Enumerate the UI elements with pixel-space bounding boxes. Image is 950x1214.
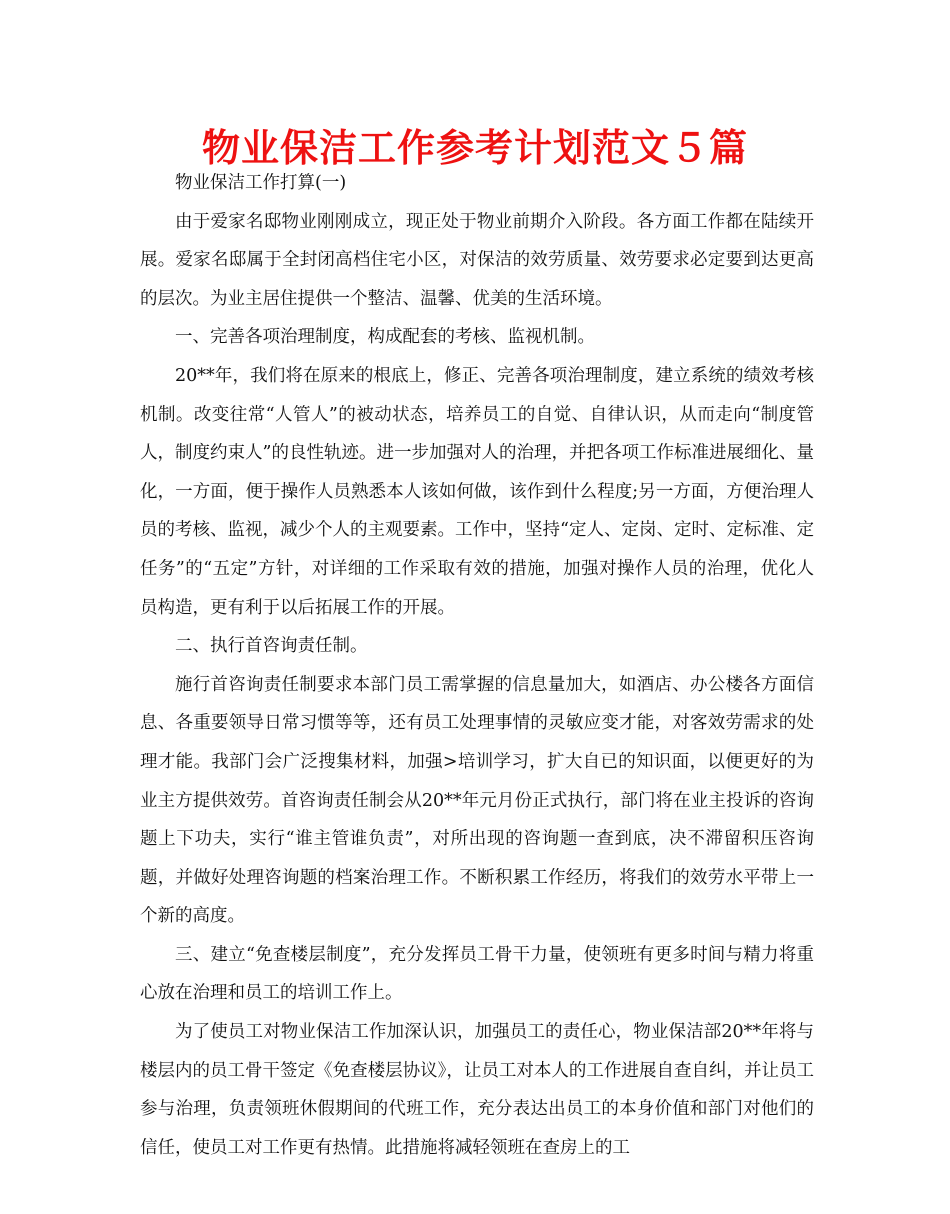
document-title: 物业保洁工作参考计划范文５篇 — [201, 126, 748, 170]
section-heading: 二、执行首咨询责任制。 — [175, 636, 368, 657]
section-heading: 物业保洁工作打算(一) — [175, 173, 347, 193]
section-heading: 一、完善各项治理制度，构成配套的考核、监视机制。 — [175, 327, 595, 348]
paragraph: 由于爱家名邸物业刚刚成立，现正处于物业前期介入阶段。各方面工作都在陆续开展。爱家名邸属于全封闭高档住宅小区，对保洁的效劳质量、效劳要求必定要到达更高的层次。为业主居住提供一个整洁、温馨、优美的生活环境。 — [140, 211, 814, 309]
paragraph: 20**年，我们将在原来的根底上，修正、完善各项治理制度，建立系统的绩效考核机制。改变往常“人管人”的被动状态，培养员工的自觉、自律认识，从而走向“制度管人，制度约束人”的良性轨迹。进一步加强对人的治理，并把各项工作标准进展细化、量化，一方面，便于操作人员熟悉本人该如何做，该作到什么程度;另一方面，方便治理人员的考核、监视，减少个人的主观要素。工作中，坚持“定人、定岗、定时、定标准、定任务”的“五定”方针，对详细的工作采取有效的措施，加强对操作人员的治理，优化人员构造，更有利于以后拓展工作的开展。 — [140, 365, 814, 618]
document-body — [140, 164, 814, 1167]
section-heading: 三、建立“免查楼层制度”，充分发挥员工骨干力量，使领班有更多时间与精力将重心放在治理和员工的培训工作上。 — [140, 944, 814, 1004]
paragraph: 施行首咨询责任制要求本部门员工需掌握的信息量加大，如酒店、办公楼各方面信息、各重要领导日常习惯等等，还有员工处理事情的灵敏应变才能，对客效劳需求的处理才能。我部门会广泛搜集材料，加强>培训学习，扩大自已的知识面，以便更好的为业主方提供效劳。首咨询责任制会从20**年元月份正式执行，部门将在业主投诉的咨询题上下功夫，实行“谁主管谁负责”，对所出现的咨询题一查到底，决不滞留积压咨询题，并做好处理咨询题的档案治理工作。不断积累工作经历，将我们的效劳水平带上一个新的高度。 — [140, 674, 814, 927]
paragraph: 为了使员工对物业保洁工作加深认识，加强员工的责任心，物业保洁部20**年将与楼层内的员工骨干签定《免查楼层协议》，让员工对本人的工作进展自查自纠，并让员工参与治理，负责领班休假期间的代班工作，充分表达出员工的本身价值和部门对他们的信任，使员工对工作更有热情。此措施将减轻领班在查房上的工 — [140, 1022, 814, 1158]
